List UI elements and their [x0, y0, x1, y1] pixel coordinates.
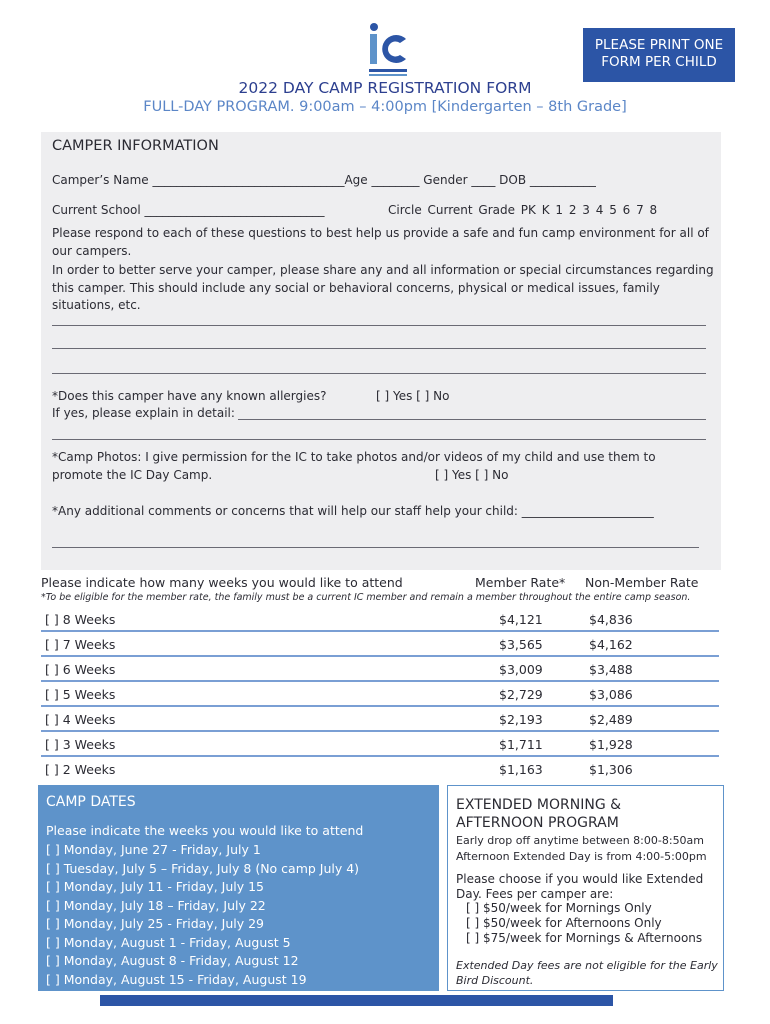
extended-options	[466, 901, 702, 946]
form-title: 2022 DAY CAMP REGISTRATION FORM	[238, 79, 532, 97]
camper-circumstances: In order to better serve your camper, please share any and all information or special circumstances regarding this camper. This should include any social or behavioral concerns, physical or medical issues, family situations, etc.	[52, 263, 714, 312]
dropoff-text: Early drop off anytime between 8:00-8:50am	[456, 834, 705, 847]
response-line[interactable]	[52, 348, 706, 349]
extended-option[interactable]: [ ] $50/week for Mornings Only	[466, 901, 652, 915]
nonmember-rate: $4,162	[589, 637, 633, 652]
camp-date-option[interactable]: [ ] Monday, August 15 - Friday, August 19	[46, 971, 307, 987]
camp-date-option[interactable]: [ ] Monday, July 11 - Friday, July 15	[46, 879, 264, 894]
week-option-label[interactable]: [ ] 6 Weeks	[45, 662, 116, 677]
camp-date-option[interactable]: [ ] Monday, July 18 – Friday, July 22	[46, 897, 266, 913]
camp-dates-heading: CAMP DATES	[46, 794, 136, 810]
nonmember-rate: $3,488	[589, 662, 633, 677]
member-rate: $3,009	[499, 662, 543, 677]
photos-question: *Camp Photos: I give permission for the IC to take photos and/or videos of my child and use them to promote the IC Day Camp.	[52, 450, 656, 482]
allergies-line[interactable]	[238, 419, 706, 420]
member-rate: $2,729	[499, 687, 543, 702]
allergies-explain: If yes, please explain in detail:	[52, 406, 235, 420]
response-line[interactable]	[52, 373, 706, 374]
week-option-label[interactable]: [ ] 8 Weeks	[45, 612, 116, 627]
nonmember-rate-header: Non-Member Rate	[585, 575, 699, 590]
member-rate: $3,565	[499, 637, 543, 652]
week-option-label[interactable]: [ ] 7 Weeks	[45, 637, 116, 652]
nonmember-rate: $4,836	[589, 612, 633, 627]
week-option-row[interactable]	[41, 757, 719, 782]
weeks-prompt: Please indicate how many weeks you would like to attend	[41, 575, 403, 590]
member-rate-note: *To be eligible for the member rate, the family must be a current IC member and remain a member throughout the entire camp season.	[41, 592, 691, 603]
week-option-label[interactable]: [ ] 2 Weeks	[45, 762, 116, 777]
photos-options[interactable]: [ ] Yes [ ] No	[435, 468, 509, 482]
print-notice: PLEASE PRINT ONE FORM PER CHILD	[583, 28, 735, 82]
member-rate-header: Member Rate*	[475, 575, 566, 590]
allergies-options[interactable]: [ ] Yes [ ] No	[376, 389, 450, 403]
nonmember-rate: $1,306	[589, 762, 633, 777]
week-option-row[interactable]	[41, 632, 719, 657]
extended-option[interactable]: [ ] $75/week for Mornings & Afternoons	[466, 931, 703, 945]
allergies-line[interactable]	[52, 439, 706, 440]
member-rate: $1,163	[499, 762, 543, 777]
week-option-row[interactable]	[41, 707, 719, 732]
extended-program-section	[447, 785, 724, 991]
week-option-label[interactable]: [ ] 5 Weeks	[45, 687, 116, 702]
nonmember-rate: $2,489	[589, 712, 633, 727]
week-option-label[interactable]: [ ] 3 Weeks	[45, 737, 116, 752]
week-option-row[interactable]	[41, 607, 719, 632]
camp-date-option[interactable]: [ ] Monday, June 27 - Friday, July 1	[46, 842, 261, 857]
camp-date-option[interactable]: [ ] Tuesday, July 5 – Friday, July 8 (No camp July 4)	[46, 860, 360, 876]
week-option-row[interactable]	[41, 732, 719, 757]
camper-heading: CAMPER INFORMATION	[52, 138, 219, 154]
ic-logo	[368, 22, 408, 78]
member-rate: $1,711	[499, 737, 543, 752]
extended-option[interactable]: [ ] $50/week for Afternoons Only	[466, 916, 662, 930]
camp-date-option[interactable]: [ ] Monday, August 1 - Friday, August 5	[46, 934, 291, 950]
allergies-question: *Does this camper have any known allergies?	[52, 389, 327, 403]
current-school-line[interactable]: Current School ______________________________	[52, 203, 325, 217]
footer-bar	[100, 995, 613, 1006]
camper-intro: Please respond to each of these questions to best help us provide a safe and fun camp environment for all of our campers.	[52, 226, 709, 258]
camp-dates-section	[38, 785, 439, 991]
extended-dropoff	[456, 833, 707, 865]
nonmember-rate: $3,086	[589, 687, 633, 702]
camp-dates-prompt: Please indicate the weeks you would like to attend	[46, 823, 364, 838]
camper-information-section	[41, 132, 721, 570]
camper-name-line[interactable]: Camper’s Name ________________________________Age ________ Gender ____ DOB ___________	[52, 173, 596, 187]
camp-date-option[interactable]: [ ] Monday, July 25 - Friday, July 29	[46, 916, 264, 931]
member-rate: $4,121	[499, 612, 543, 627]
extended-heading: EXTENDED MORNING & AFTERNOON PROGRAM	[456, 797, 622, 831]
camp-dates-list	[46, 841, 359, 989]
week-option-label[interactable]: [ ] 4 Weeks	[45, 712, 116, 727]
week-option-row[interactable]	[41, 657, 719, 682]
circle-grade-line[interactable]: Circle Current Grade PK K 1 2 3 4 5 6 7 8	[388, 203, 658, 217]
member-rate: $2,193	[499, 712, 543, 727]
extended-note: Extended Day fees are not eligible for the Early Bird Discount.	[456, 959, 718, 987]
form-subtitle: FULL-DAY PROGRAM. 9:00am – 4:00pm [Kindergarten – 8th Grade]	[143, 99, 627, 115]
nonmember-rate: $1,928	[589, 737, 633, 752]
comments-question[interactable]: *Any additional comments or concerns that will help our staff help your child: ______________________	[52, 504, 654, 518]
comments-line[interactable]	[52, 547, 699, 548]
afternoon-text: Afternoon Extended Day is from 4:00-5:00pm	[456, 850, 707, 863]
response-line[interactable]	[52, 325, 706, 326]
week-option-row[interactable]	[41, 682, 719, 707]
camp-date-option[interactable]: [ ] Monday, August 8 - Friday, August 12	[46, 953, 299, 968]
extended-choose: Please choose if you would like Extended Day. Fees per camper are:	[456, 872, 704, 901]
